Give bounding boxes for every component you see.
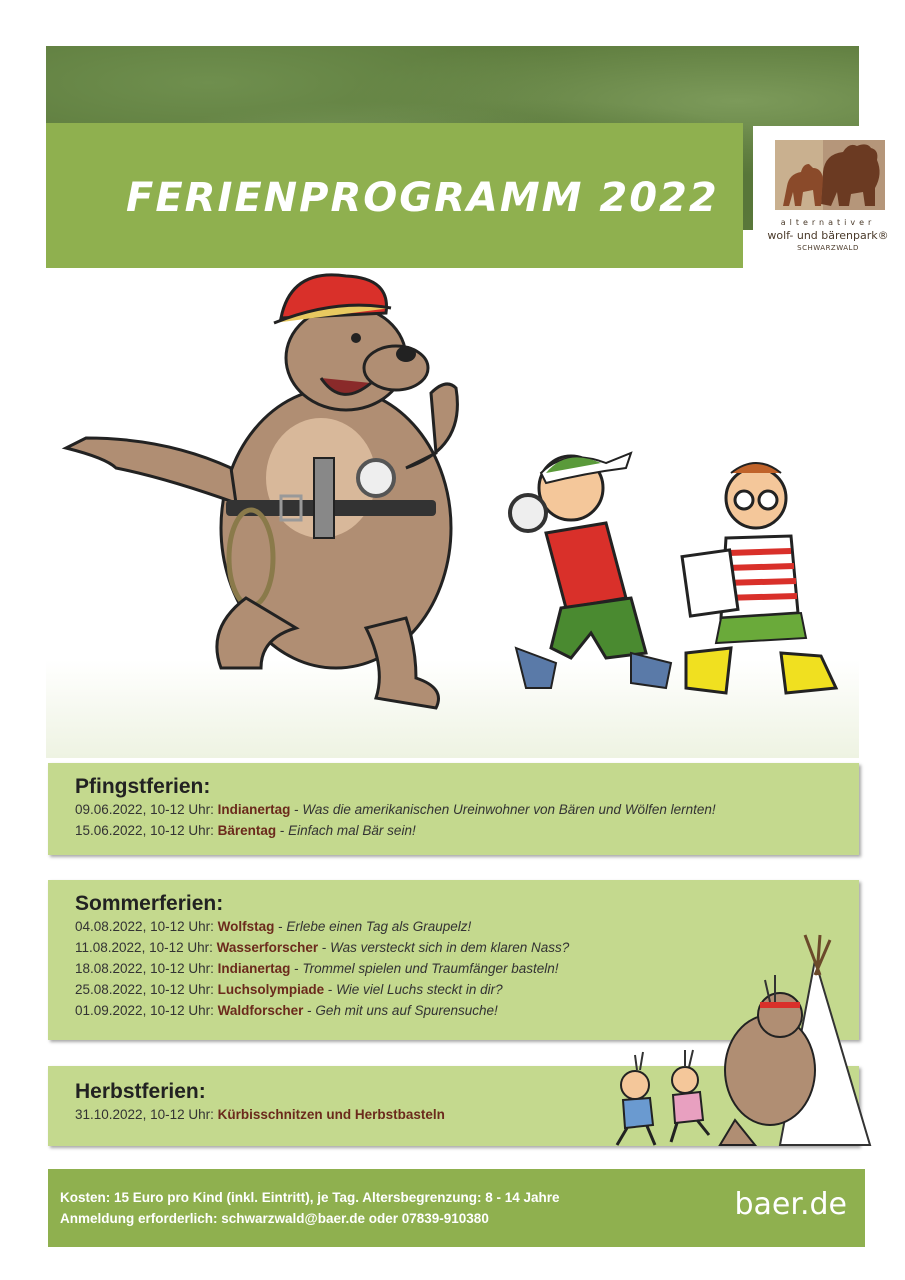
event-row: 25.08.2022, 10-12 Uhr: Luchsolympiade - Wie viel Luchs steckt in dir? [75, 982, 503, 997]
footer-info [60, 1187, 560, 1229]
logo-subtitle: SCHWARZWALD [797, 244, 859, 252]
event-description: Trommel spielen und Traumfänger basteln! [302, 961, 559, 976]
section-heading: Pfingstferien: [75, 775, 211, 798]
event-title: Kürbisschnitzen und Herbstbasteln [217, 1107, 445, 1122]
event-row: 01.09.2022, 10-12 Uhr: Waldforscher - Geh mit uns auf Spurensuche! [75, 1003, 498, 1018]
event-description: Geh mit uns auf Spurensuche! [315, 1003, 498, 1018]
event-date: 15.06.2022, 10-12 Uhr: [75, 823, 214, 838]
website-link[interactable]: baer.de [734, 1187, 847, 1222]
event-date: 04.08.2022, 10-12 Uhr: [75, 919, 214, 934]
event-date: 09.06.2022, 10-12 Uhr: [75, 802, 214, 817]
event-title: Waldforscher [217, 1003, 304, 1018]
bear-wolf-logo-icon [763, 134, 893, 216]
cost-info: Kosten: 15 Euro pro Kind (inkl. Eintritt), je Tag. Altersbegrenzung: 8 - 14 Jahre [60, 1190, 560, 1205]
event-row: 09.06.2022, 10-12 Uhr: Indianertag - Was die amerikanischen Ureinwohner von Bären und Wölfen lernten! [75, 802, 716, 817]
footer-band [48, 1169, 865, 1247]
event-date: 31.10.2022, 10-12 Uhr: [75, 1107, 214, 1122]
event-title: Wolfstag [217, 919, 275, 934]
event-row [75, 1104, 445, 1125]
event-row: 04.08.2022, 10-12 Uhr: Wolfstag - Erlebe einen Tag als Graupelz! [75, 919, 472, 934]
event-date: 11.08.2022, 10-12 Uhr: [75, 940, 213, 955]
park-logo [753, 126, 903, 274]
header-banner [46, 46, 889, 252]
event-title: Bärentag [217, 823, 277, 838]
event-date: 25.08.2022, 10-12 Uhr: [75, 982, 214, 997]
event-description: Was versteckt sich in dem klaren Nass? [330, 940, 570, 955]
page-title: FERIENPROGRAMM 2022 [126, 175, 719, 221]
logo-tagline: alternativer [780, 218, 876, 227]
title-band [46, 123, 743, 273]
event-description: Erlebe einen Tag als Graupelz! [286, 919, 472, 934]
event-description: Was die amerikanischen Ureinwohner von Bären und Wölfen lernten! [302, 802, 716, 817]
event-title: Wasserforscher [216, 940, 319, 955]
event-row: 11.08.2022, 10-12 Uhr: Wasserforscher - Was versteckt sich in dem klaren Nass? [75, 940, 570, 955]
event-title: Indianertag [217, 961, 291, 976]
event-description: Einfach mal Bär sein! [288, 823, 416, 838]
section-heading: Herbstferien: [75, 1080, 206, 1103]
event-row: 15.06.2022, 10-12 Uhr: Bärentag - Einfach mal Bär sein! [75, 823, 416, 838]
event-title: Indianertag [217, 802, 291, 817]
event-description: Wie viel Luchs steckt in dir? [336, 982, 503, 997]
event-date: 18.08.2022, 10-12 Uhr: [75, 961, 214, 976]
section-heading: Sommerferien: [75, 892, 224, 915]
logo-name: wolf- und bärenpark® [767, 229, 889, 242]
cartoon-bear-icon [46, 268, 859, 758]
event-date: 01.09.2022, 10-12 Uhr: [75, 1003, 214, 1018]
bear-tipi-illustration-icon [605, 930, 890, 1155]
bear-and-kids-illustration [46, 268, 859, 758]
event-row: 18.08.2022, 10-12 Uhr: Indianertag - Trommel spielen und Traumfänger basteln! [75, 961, 559, 976]
registration-info: Anmeldung erforderlich: schwarzwald@baer.de oder 07839-910380 [60, 1211, 489, 1226]
event-title: Luchsolympiade [217, 982, 325, 997]
section-pfingstferien [48, 763, 859, 855]
